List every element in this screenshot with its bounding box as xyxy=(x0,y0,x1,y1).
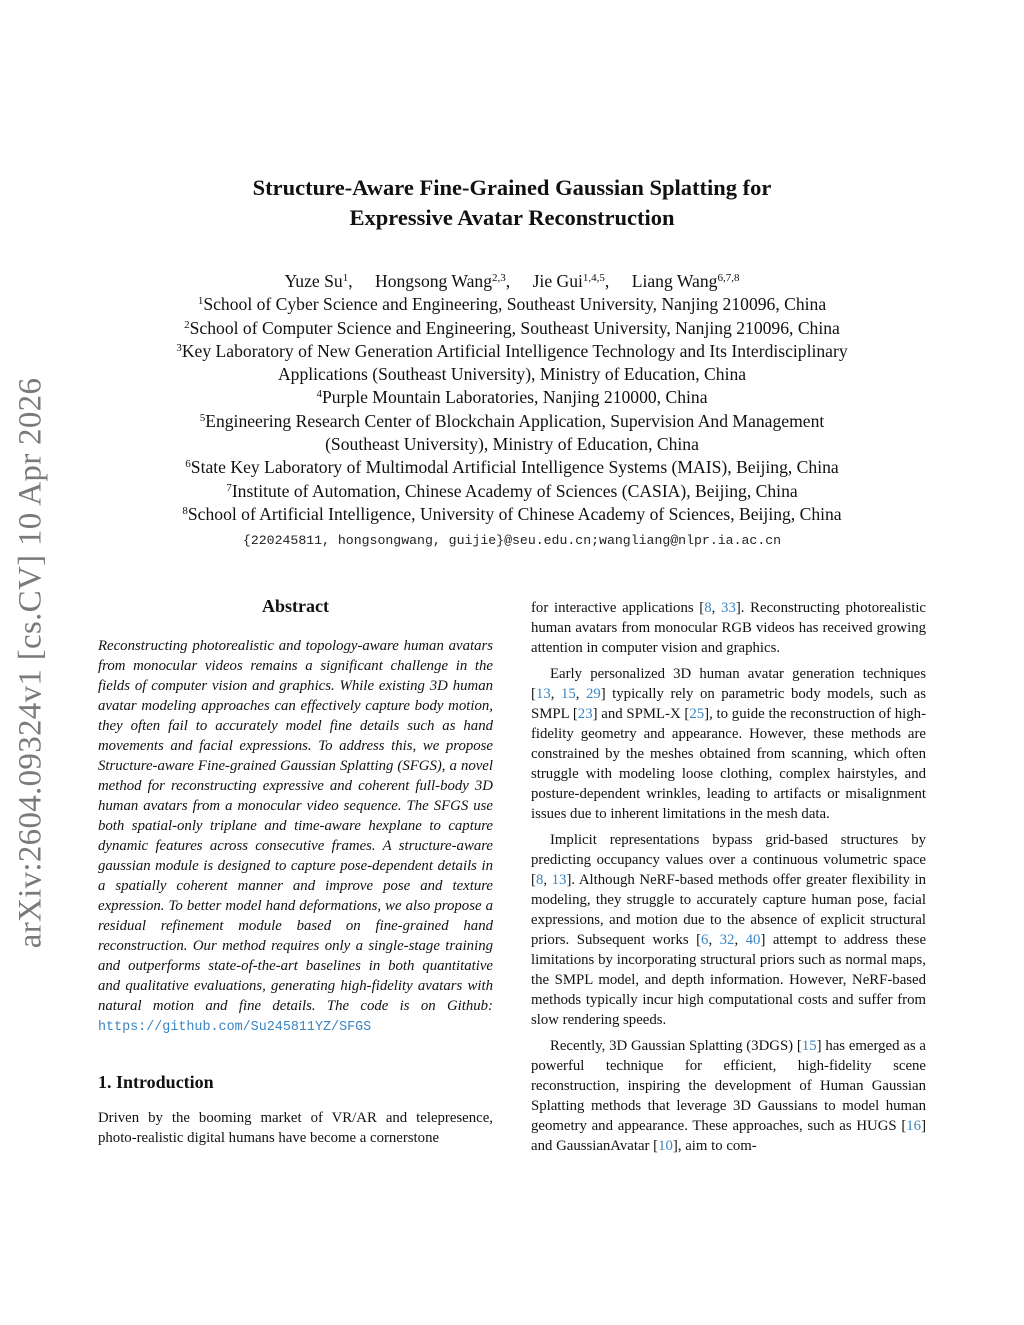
paragraph-text: , xyxy=(708,932,720,948)
paragraph-text: ] attempt to address these limitations by incorporating structural priors such as normal maps, the SMPL model, and depth information. However, NeRF-based methods typically incur high computational costs and suffer from slow rendering speeds. xyxy=(531,932,927,1028)
affiliation-marker: 5 xyxy=(199,411,206,424)
right-column xyxy=(531,598,926,1162)
citation-link[interactable]: 15 xyxy=(801,1038,817,1054)
paragraph-text: ]. Although NeRF-based methods offer greater flexibility in modeling, they struggle to accurately capture human pose, facial expressions, and motion due to the absence of explicit structural priors. Subsequent works [ xyxy=(531,872,926,948)
citation-link[interactable]: 15 xyxy=(560,686,576,702)
arxiv-identifier: arXiv:2604.09324v1 [cs.CV] 10 Apr 2026 xyxy=(12,377,49,948)
paragraph-text: Recently, 3D Gaussian Splatting (3DGS) [ xyxy=(550,1038,802,1054)
title-line-2: Expressive Avatar Reconstruction xyxy=(349,205,675,230)
affiliation-line xyxy=(0,363,1024,386)
body-paragraph xyxy=(531,1036,926,1156)
affiliation-marker: 4 xyxy=(316,388,322,401)
author-name: Yuze Su xyxy=(284,271,343,291)
affiliation-text: Institute of Automation, Chinese Academy of Sciences (CASIA), Beijing, China xyxy=(231,480,798,501)
author-name: Hongsong Wang xyxy=(375,271,493,291)
abstract-body xyxy=(98,636,493,1038)
affiliation-text: State Key Laboratory of Multimodal Artificial Intelligence Systems (MAIS), Beijing, China xyxy=(190,457,839,478)
author-affiliation-marker: 6,7,8 xyxy=(717,272,740,284)
affiliation-marker: 2 xyxy=(184,318,190,331)
author-emails: {220245811, hongsongwang, guijie}@seu.edu.cn;wangliang@nlpr.ia.ac.cn xyxy=(242,533,782,548)
affiliation-marker: 8 xyxy=(182,504,188,517)
affiliation-marker: 7 xyxy=(226,481,232,494)
citation-link[interactable]: 25 xyxy=(689,706,705,722)
citation-link[interactable]: 40 xyxy=(745,932,761,948)
citation-link[interactable]: 29 xyxy=(585,686,601,702)
citation-link[interactable]: 13 xyxy=(551,872,567,888)
author-name: Liang Wang xyxy=(631,271,718,291)
affiliation-line xyxy=(0,317,1024,340)
paragraph-text: for interactive applications [ xyxy=(531,600,705,616)
author-name: Jie Gui xyxy=(532,271,583,291)
citation-link[interactable]: 13 xyxy=(535,686,551,702)
introduction-heading: 1. Introduction xyxy=(98,1072,214,1092)
affiliation-text: Key Laboratory of New Generation Artificial Intelligence Technology and Its Interdisciplinary xyxy=(181,340,848,361)
paragraph-text: Implicit representations bypass grid-based structures by predicting occupancy values over a continuous volumetric space [ xyxy=(531,832,926,888)
paragraph-text: , xyxy=(711,600,722,616)
citation-link[interactable]: 10 xyxy=(658,1138,673,1154)
affiliation-text: Applications (Southeast University), Ministry of Education, China xyxy=(277,364,747,385)
affiliation-line xyxy=(0,340,1024,363)
paragraph-text: ] typically rely on parametric body models, such as SMPL [ xyxy=(531,686,926,722)
affiliation-line xyxy=(0,293,1024,316)
paragraph-text: , xyxy=(734,932,746,948)
affiliation-line xyxy=(0,386,1024,409)
body-paragraph xyxy=(531,830,926,1030)
paragraph-text: , xyxy=(550,686,561,702)
citation-link[interactable]: 33 xyxy=(721,600,736,616)
paragraph-text: , xyxy=(575,686,586,702)
affiliation-marker: 6 xyxy=(185,458,191,471)
author-affiliation-marker: 2,3 xyxy=(492,272,506,284)
author-list: Yuze Su$^1$, Hongsong Wang$^{2,3}$, Jie Gui$^{1,4,5}$, Liang Wang$^{6,7,8}$ xyxy=(284,271,740,291)
affiliation-line xyxy=(0,503,1024,526)
affiliation-line xyxy=(0,410,1024,433)
affiliation-line xyxy=(0,456,1024,479)
affiliation-line xyxy=(0,480,1024,503)
abstract-heading: Abstract xyxy=(262,596,329,616)
github-link[interactable]: https://github.com/Su245811YZ/SFGS xyxy=(98,1020,372,1035)
introduction-paragraph: Driven by the booming market of VR/AR and telepresence, photo-realistic digital humans have become a cornerstone xyxy=(98,1110,493,1146)
left-column xyxy=(98,596,493,1154)
paragraph-text: ], aim to com- xyxy=(672,1138,757,1154)
citation-link[interactable]: 23 xyxy=(577,706,593,722)
author-block xyxy=(0,270,1024,526)
author-affiliation-marker: 1,4,5 xyxy=(582,272,605,284)
affiliation-text: School of Computer Science and Engineering, Southeast University, Nanjing 210096, China xyxy=(189,317,840,338)
citation-link[interactable]: 32 xyxy=(719,932,735,948)
citation-link[interactable]: 8 xyxy=(704,600,712,616)
citation-link[interactable]: 16 xyxy=(906,1118,922,1134)
affiliation-marker: 1 xyxy=(197,295,204,308)
author-affiliation-marker: 1 xyxy=(342,272,349,284)
affiliation-text: Purple Mountain Laboratories, Nanjing 210000, China xyxy=(321,387,708,408)
title-line-1: Structure-Aware Fine-Grained Gaussian Splatting for xyxy=(252,175,772,200)
paragraph-text: ] and GaussianAvatar [ xyxy=(531,1118,926,1154)
body-paragraph xyxy=(531,664,926,824)
affiliation-line xyxy=(0,433,1024,456)
abstract-text: Reconstructing photorealistic and topology-aware human avatars from monocular videos remains a significant challenge in the fields of computer vision and graphics. While existing 3D human avatar modeling approaches can effectively capture body motion, they often fail to accurately model fine details such as hand movements and facial expressions. To address this, we propose Structure-aware Fine-grained Gaussian Splatting (SFGS), a novel method for reconstructing expressive and coherent full-body 3D human avatars from a monocular video sequence. The SFGS use both spatial-only triplane and time-aware hexplane to capture dynamic features across consecutive frames. A structure-aware gaussian module is designed to capture pose-dependent details in a spatially coherent manner and improve pose and texture expression. To better model hand deformations, we also propose a residual refinement module based on fine-grained hand reconstruction. Our method requires only a single-stage training and outperforms state-of-the-art baselines in both quantitative and qualitative evaluations, generating high-fidelity avatars with natural motion and fine details. The code is on Github: xyxy=(98,638,493,1014)
body-paragraph xyxy=(531,598,926,658)
citation-link[interactable]: 6 xyxy=(701,932,709,948)
affiliation-text: Engineering Research Center of Blockchain Application, Supervision And Management xyxy=(205,410,825,431)
affiliation-text: (Southeast University), Ministry of Education, China xyxy=(325,434,699,455)
paragraph-text: ] has emerged as a powerful technique for efficient, high-fidelity scene reconstruction, inspiring the development of Human Gaussian Splatting methods that leverage 3D Gaussians to model human geometry and appearance. These approaches, such as HUGS [ xyxy=(531,1038,926,1134)
paragraph-text: ], to guide the reconstruction of high-fidelity geometry and appearance. However, these methods are constrained by the meshes obtained from scanning, which often struggle with modeling loose clothing, complex hairstyles, and posture-dependent wrinkles, leading to artifacts or misalignment issues due to inherent limitations in the mesh data. xyxy=(531,706,926,822)
paragraph-text: Early personalized 3D human avatar generation techniques [ xyxy=(531,666,926,702)
citation-link[interactable]: 8 xyxy=(535,872,544,888)
paragraph-text: , xyxy=(543,872,552,888)
affiliation-text: School of Artificial Intelligence, University of Chinese Academy of Sciences, Beijing, China xyxy=(187,503,842,524)
paragraph-text: ]. Reconstructing photorealistic human avatars from monocular RGB videos has received growing attention in computer vision and graphics. xyxy=(531,600,926,656)
affiliation-text: School of Cyber Science and Engineering, Southeast University, Nanjing 210096, China xyxy=(203,294,827,315)
affiliation-marker: 3 xyxy=(176,341,182,354)
paragraph-text: ] and SPML-X [ xyxy=(592,706,690,722)
paper-title xyxy=(0,173,1024,233)
